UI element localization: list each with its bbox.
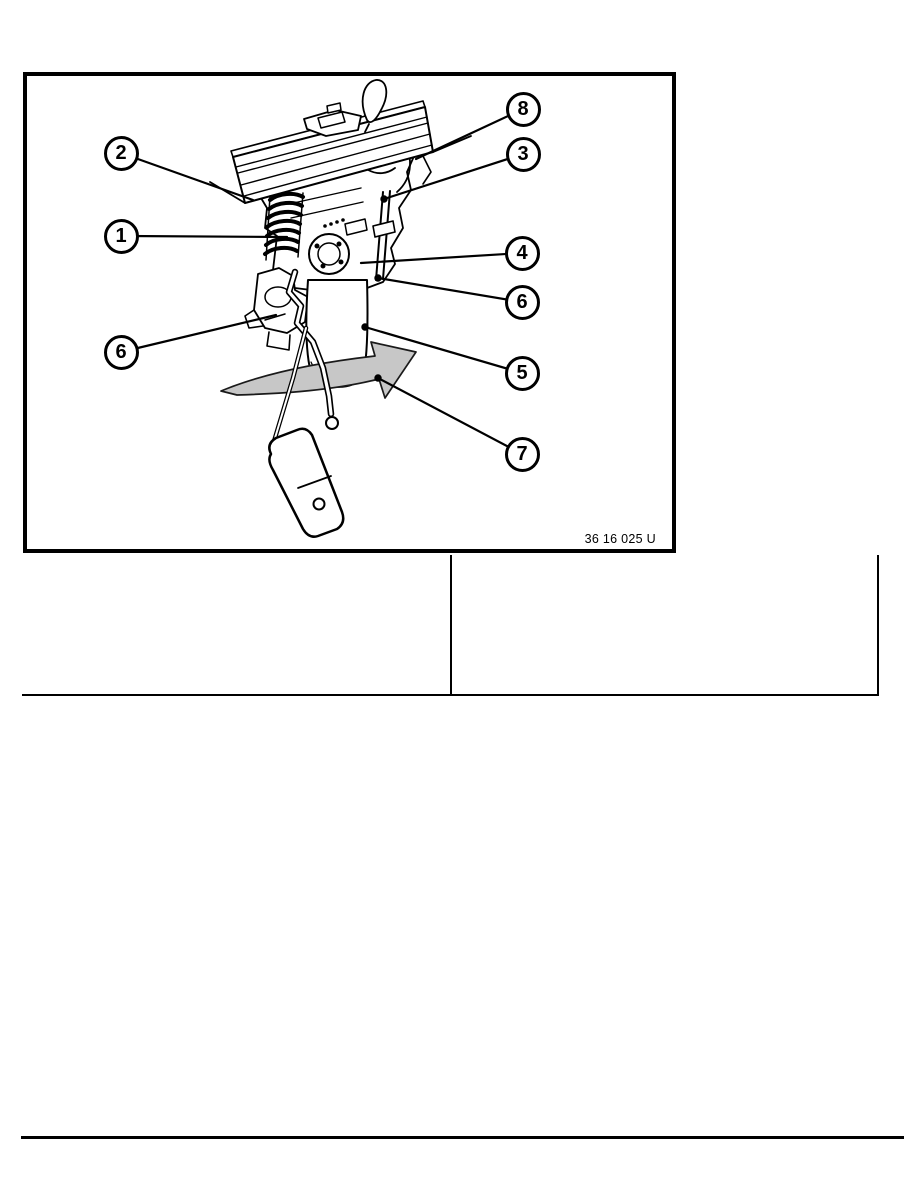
electrical-connector bbox=[304, 103, 361, 136]
legend-divider-middle bbox=[450, 555, 452, 695]
float-paddle bbox=[269, 429, 343, 537]
callout-1: 1 bbox=[104, 219, 139, 254]
legend-cell-right bbox=[454, 555, 876, 694]
leader-line-1 bbox=[121, 236, 287, 237]
legend-cell-left bbox=[24, 555, 449, 694]
callout-7: 7 bbox=[505, 437, 540, 472]
leader-line-6-right bbox=[378, 278, 522, 302]
legend-divider-right bbox=[877, 555, 879, 695]
callout-6-left: 6 bbox=[104, 335, 139, 370]
callout-5: 5 bbox=[505, 356, 540, 391]
figure-code: 36 16 025 U bbox=[584, 532, 656, 546]
callout-4: 4 bbox=[505, 236, 540, 271]
legend-bottom-border bbox=[22, 694, 879, 696]
callout-2: 2 bbox=[104, 136, 139, 171]
figure-frame bbox=[23, 72, 676, 553]
footer-rule bbox=[21, 1136, 904, 1139]
callout-6-right: 6 bbox=[505, 285, 540, 320]
leader-line-6-left bbox=[121, 315, 276, 352]
leader-line-7 bbox=[378, 378, 522, 454]
callout-8: 8 bbox=[506, 92, 541, 127]
callout-3: 3 bbox=[506, 137, 541, 172]
